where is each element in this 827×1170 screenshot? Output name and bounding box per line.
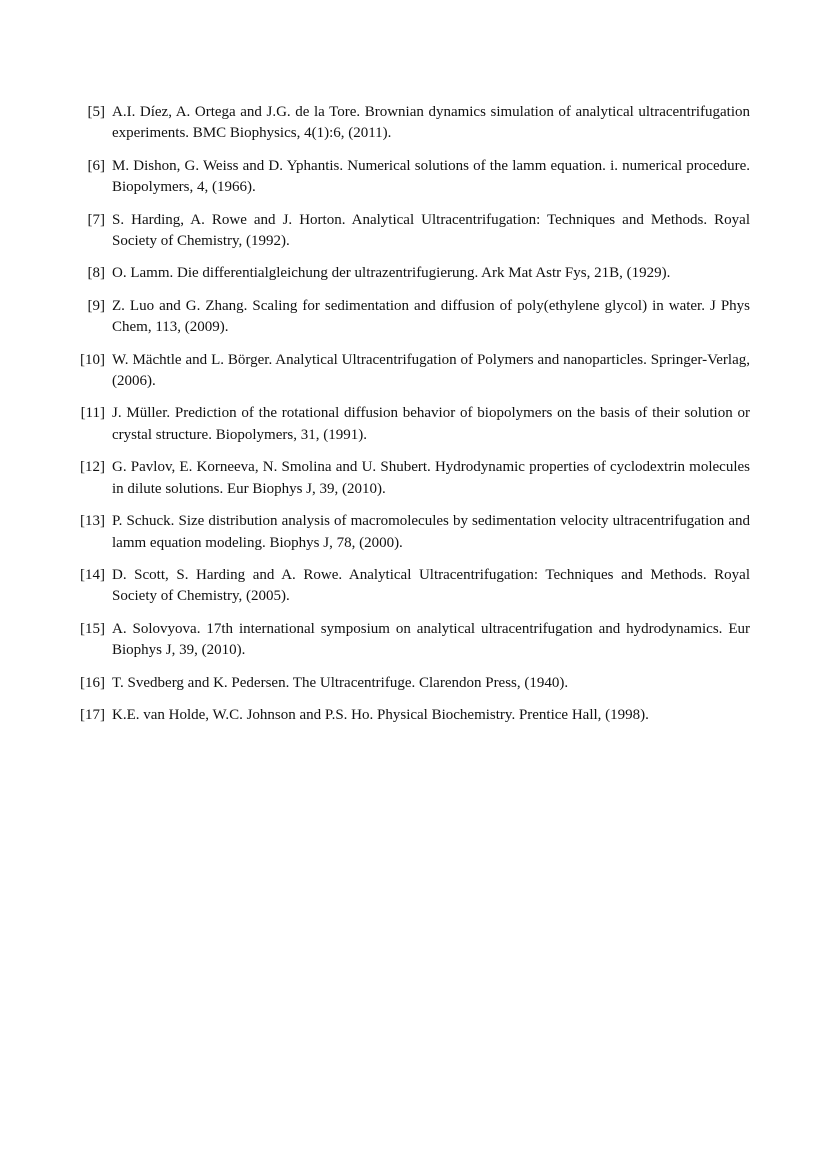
reference-label: [10] [80,351,105,368]
reference-item [78,705,750,726]
reference-text: W. Mächtle and L. Börger. Analytical Ultracentrifugation of Polymers and nanoparticles. Springer-Verlag, (2006). [112,351,750,390]
reference-item [78,511,750,554]
reference-item [78,403,750,446]
reference-label: [5] [87,104,105,120]
reference-text: K.E. van Holde, W.C. Johnson and P.S. Ho. Physical Biochemistry. Prentice Hall, (1998). [112,706,649,723]
reference-item [78,619,750,662]
reference-text: J. Müller. Prediction of the rotational diffusion behavior of biopolymers on the basis of their solution or crystal structure. Biopolymers, 31, (1991). [112,405,750,443]
reference-item [78,296,750,339]
reference-label: [15] [80,620,105,637]
reference-label: [12] [80,459,105,476]
reference-text: P. Schuck. Size distribution analysis of macromolecules by sedimentation velocity ultracentrifugation and lamm equation modeling. Biophys J, 78, (2000). [112,513,750,551]
reference-text: G. Pavlov, E. Korneeva, N. Smolina and U. Shubert. Hydrodynamic properties of cyclodextrin molecules in dilute solutions. Eur Biophys J, 39, (2010). [112,459,750,497]
reference-label: [6] [87,157,105,174]
bibliography-list [78,102,750,737]
reference-label: [9] [87,297,105,314]
reference-text: Z. Luo and G. Zhang. Scaling for sedimentation and diffusion of poly(ethylene glycol) in water. J Phys Chem, 113, (2009). [112,297,750,336]
reference-label: [14] [80,566,105,583]
reference-item [78,457,750,500]
reference-text: S. Harding, A. Rowe and J. Horton. Analytical Ultracentrifugation: Techniques and Methods. Royal Society of Chemistry, (1992). [112,211,750,250]
reference-item [78,102,750,145]
reference-text: D. Scott, S. Harding and A. Rowe. Analytical Ultracentrifugation: Techniques and Methods. Royal Society of Chemistry, (2005). [112,566,750,605]
reference-text: A.I. Díez, A. Ortega and J.G. de la Tore. Brownian dynamics simulation of analytical ultracentrifugation experiments. BMC Biophysics, 4(1):6, (2011). [112,104,750,142]
reference-label: [17] [80,706,105,723]
reference-text: T. Svedberg and K. Pedersen. The Ultracentrifuge. Clarendon Press, (1940). [112,674,569,691]
reference-label: [16] [80,674,105,691]
reference-item [78,350,750,393]
reference-item [78,156,750,199]
reference-label: [8] [87,265,105,282]
reference-label: [13] [80,513,105,530]
reference-item [78,263,750,284]
reference-text: M. Dishon, G. Weiss and D. Yphantis. Numerical solutions of the lamm equation. i. numerical procedure. Biopolymers, 4, (1966). [112,157,750,196]
reference-text: A. Solovyova. 17th international symposium on analytical ultracentrifugation and hydrodynamics. Eur Biophys J, 39, (2010). [112,620,750,659]
reference-text: O. Lamm. Die differentialgleichung der ultrazentrifugierung. Ark Mat Astr Fys, 21B, (1929). [112,265,671,282]
reference-label: [7] [87,211,105,228]
reference-item [78,210,750,253]
reference-item [78,673,750,694]
reference-item [78,565,750,608]
reference-label: [11] [80,405,105,422]
